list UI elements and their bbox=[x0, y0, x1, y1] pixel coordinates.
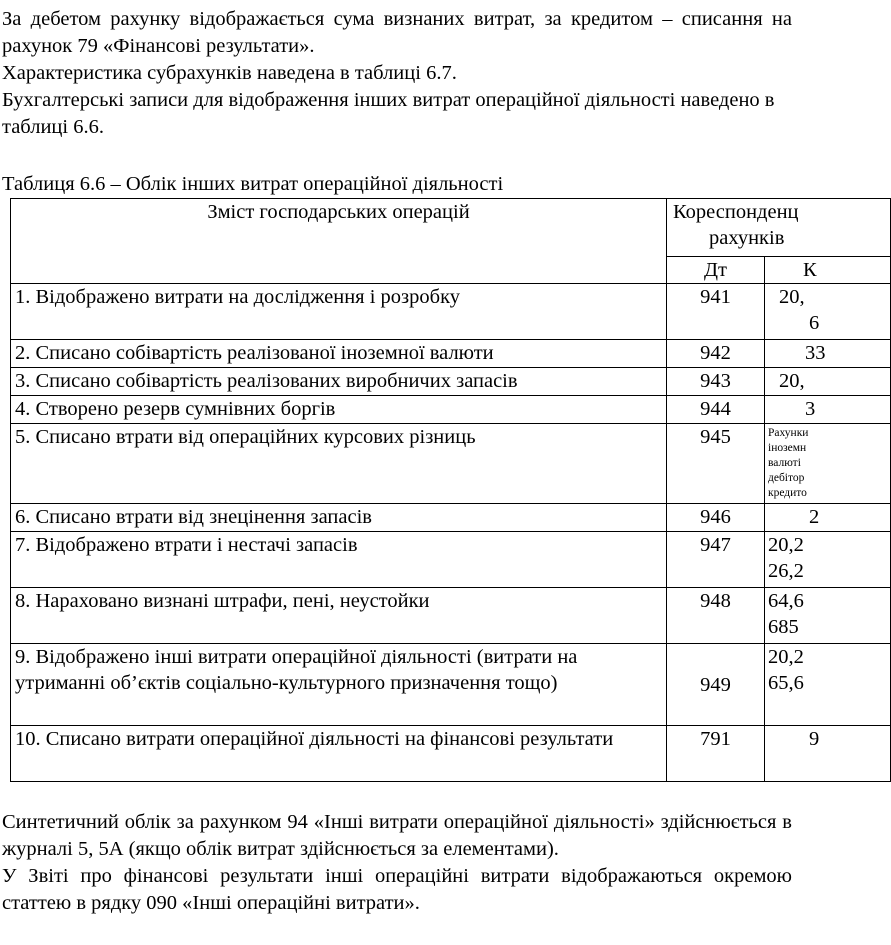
row-credit-line2: 685 bbox=[768, 616, 799, 638]
table-row bbox=[11, 424, 891, 504]
row-credit-small-line: дебітор bbox=[768, 472, 805, 484]
intro-paragraph-3: Бухгалтерські записи для відображення інших витрат операційної діяльності наведено в таблиці 6.6. bbox=[2, 89, 775, 138]
row-credit bbox=[765, 588, 891, 644]
row-debit: 942 bbox=[667, 340, 765, 368]
row-debit: 949 bbox=[667, 644, 765, 726]
table-row bbox=[11, 588, 891, 644]
row-debit: 947 bbox=[667, 532, 765, 588]
row-credit bbox=[765, 532, 891, 588]
header-operations: Зміст господарських операцій bbox=[11, 199, 667, 284]
row-credit: 9 bbox=[765, 726, 891, 782]
header-correspondence-line1: Кореспонденц bbox=[673, 201, 799, 223]
row-operation: 5. Списано втрати від операційних курсових різниць bbox=[11, 424, 667, 504]
outro-paragraph-2: У Звіті про фінансові результати інші операційні витрати відображаються окремою статтею в рядку 090 «Інші операційні витрати». bbox=[2, 865, 792, 914]
intro-paragraph-1: За дебетом рахунку відображається сума визнаних витрат, за кредитом – списання на рахунок 79 «Фінансові результати». bbox=[2, 8, 792, 57]
row-credit-line1: 64,6 bbox=[768, 590, 804, 612]
row-operation: 2. Списано собівартість реалізованої іноземної валюти bbox=[11, 340, 667, 368]
row-credit bbox=[765, 284, 891, 340]
row-credit-line1: 20,2 bbox=[768, 534, 804, 556]
row-debit: 941 bbox=[667, 284, 765, 340]
row-credit-small-line: валюті bbox=[768, 457, 801, 469]
header-correspondence bbox=[667, 199, 891, 257]
row-credit: 3 bbox=[765, 396, 891, 424]
row-credit: 33 bbox=[765, 340, 891, 368]
row-credit-small-line: іноземн bbox=[768, 442, 807, 454]
intro-paragraph-2: Характеристика субрахунків наведена в таблиці 6.7. bbox=[2, 62, 457, 84]
table-row bbox=[11, 396, 891, 424]
row-operation: 1. Відображено витрати на дослідження і розробку bbox=[11, 284, 667, 340]
row-operation: 8. Нараховано визнані штрафи, пені, неустойки bbox=[11, 588, 667, 644]
row-credit bbox=[765, 424, 891, 504]
row-debit: 948 bbox=[667, 588, 765, 644]
header-debit: Дт bbox=[667, 257, 765, 284]
row-debit: 791 bbox=[667, 726, 765, 782]
row-credit-line1: 20, bbox=[779, 286, 805, 308]
row-credit-line2: 6 bbox=[809, 312, 820, 334]
row-debit: 943 bbox=[667, 368, 765, 396]
row-operation: 4. Створено резерв сумнівних боргів bbox=[11, 396, 667, 424]
row-debit: 944 bbox=[667, 396, 765, 424]
table-row bbox=[11, 340, 891, 368]
row-credit-small-line: кредито bbox=[768, 487, 807, 499]
row-operation: 7. Відображено втрати і нестачі запасів bbox=[11, 532, 667, 588]
row-operation: 9. Відображено інші витрати операційної діяльності (витрати на утриманні об’єктів соціально-культурного призначення тощо) bbox=[11, 644, 667, 726]
row-credit-line2: 26,2 bbox=[768, 560, 804, 582]
row-operation: 3. Списано собівартість реалізованих виробничих запасів bbox=[11, 368, 667, 396]
row-operation: 10. Списано витрати операційної діяльності на фінансові результати bbox=[11, 726, 667, 782]
table-row bbox=[11, 644, 891, 726]
table-header-row bbox=[11, 199, 891, 257]
row-credit-line1: 20,2 bbox=[768, 646, 804, 668]
row-credit: 20, bbox=[765, 368, 891, 396]
table-row bbox=[11, 726, 891, 782]
outro-paragraph-1: Синтетичний облік за рахунком 94 «Інші витрати операційної діяльності» здійснюється в журналі 5, 5А (якщо облік витрат здійснюється за елементами). bbox=[2, 811, 792, 860]
table-row bbox=[11, 504, 891, 532]
header-credit: К bbox=[765, 257, 891, 284]
table-row bbox=[11, 532, 891, 588]
table-row bbox=[11, 284, 891, 340]
row-debit: 946 bbox=[667, 504, 765, 532]
table-row bbox=[11, 368, 891, 396]
row-credit: 2 bbox=[765, 504, 891, 532]
header-correspondence-line2: рахунків bbox=[709, 227, 785, 249]
row-credit-line2: 65,6 bbox=[768, 672, 804, 694]
table-caption: Таблиця 6.6 – Облік інших витрат операційної діяльності bbox=[2, 173, 504, 195]
row-credit-small-line: Рахунки bbox=[768, 427, 809, 439]
row-debit: 945 bbox=[667, 424, 765, 504]
row-operation: 6. Списано втрати від знецінення запасів bbox=[11, 504, 667, 532]
row-credit bbox=[765, 644, 891, 726]
operations-table bbox=[10, 198, 891, 782]
